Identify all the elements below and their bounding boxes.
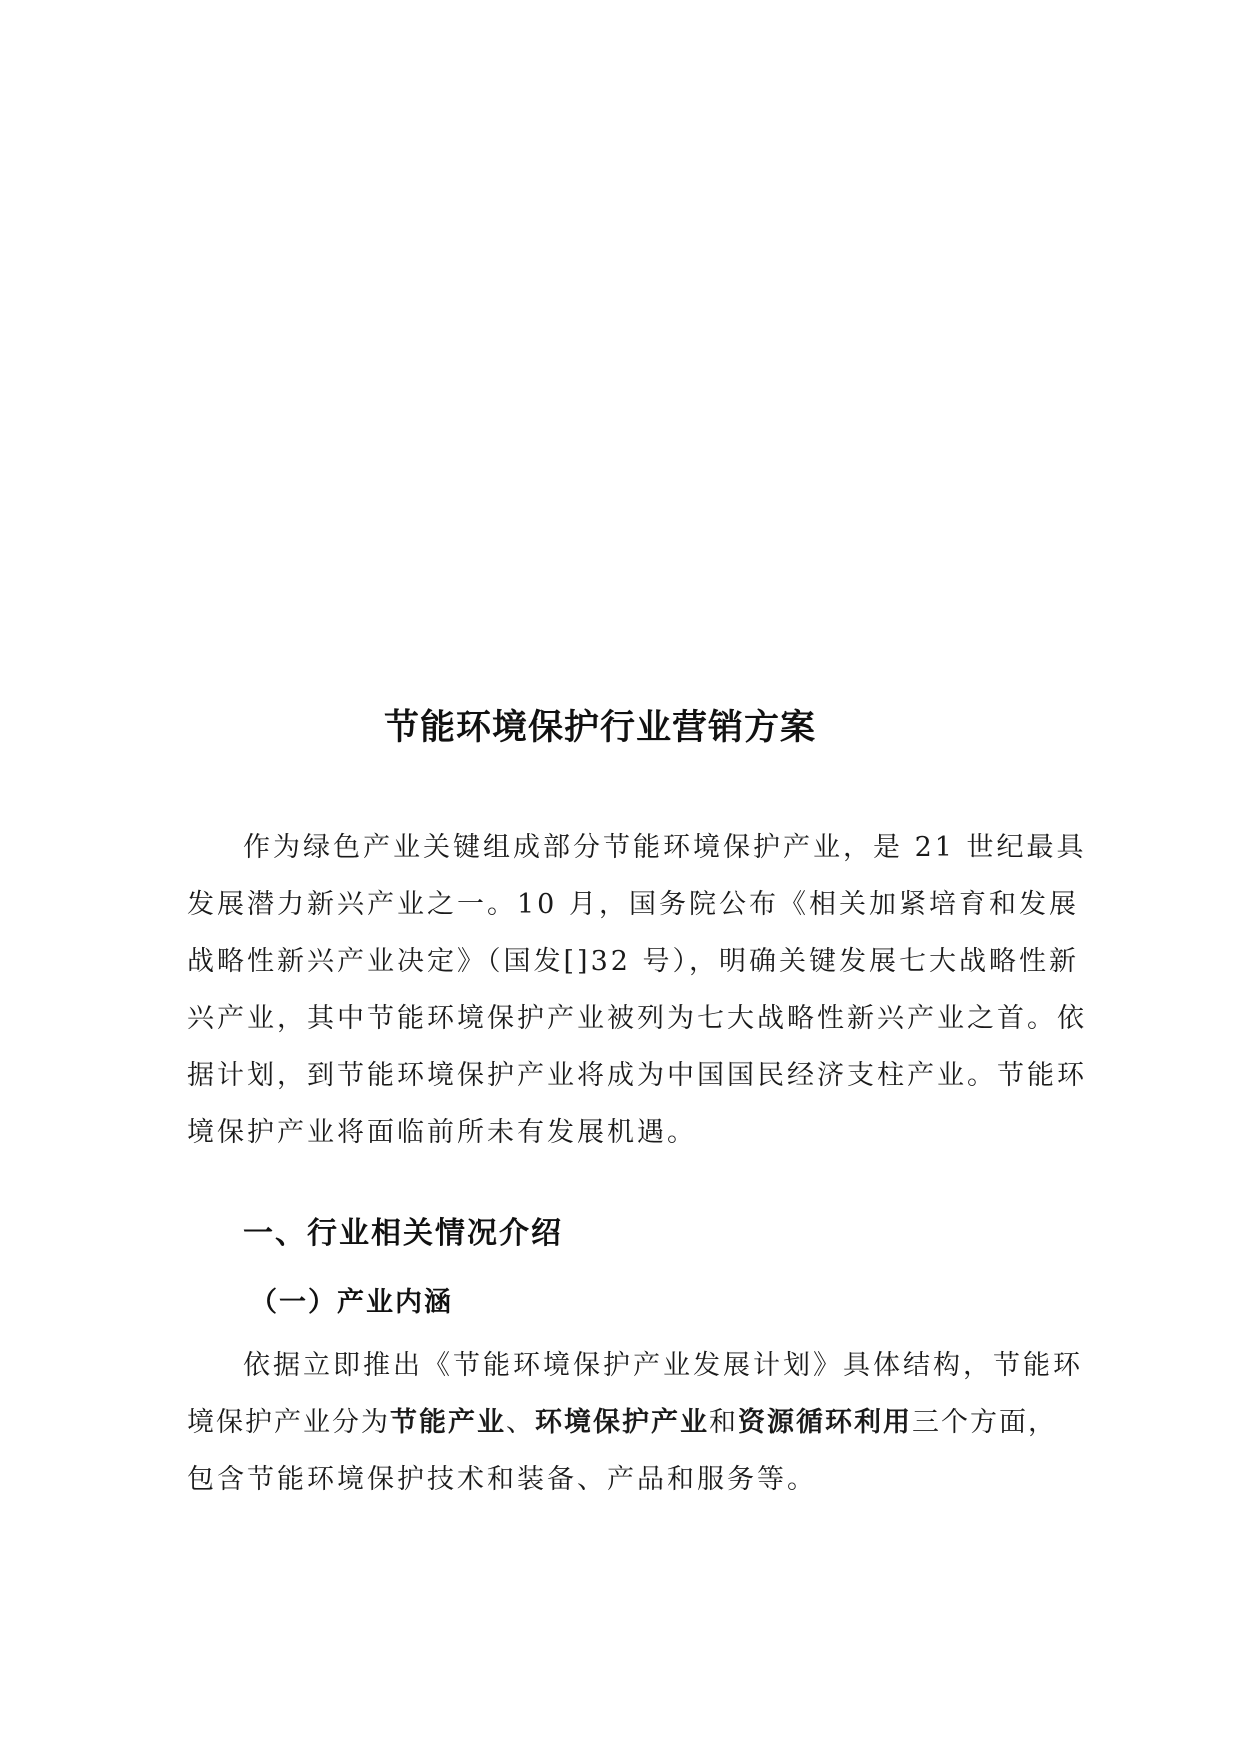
paragraph-line: 作为绿色产业关键组成部分节能环境保护产业，是 21 世纪最具	[243, 832, 1087, 863]
section-heading: 一、行业相关情况介绍	[243, 1216, 563, 1251]
text-span: 、	[506, 1407, 535, 1438]
text-span: 境保护产业分为	[187, 1407, 390, 1438]
text-span: 和	[709, 1407, 738, 1438]
bold-term: 节能产业	[390, 1407, 506, 1438]
paragraph-line: 包含节能环境保护技术和装备、产品和服务等。	[187, 1464, 817, 1495]
document-title: 节能环境保护行业营销方案	[383, 708, 816, 748]
paragraph-line-mixed	[187, 1400, 1057, 1439]
text-span: 三个方面，	[912, 1407, 1057, 1438]
bold-term: 资源循环利用	[738, 1407, 912, 1438]
paragraph-line: 兴产业，其中节能环境保护产业被列为七大战略性新兴产业之首。依	[187, 1003, 1087, 1034]
paragraph-line: 战略性新兴产业决定》（国发[]32 号），明确关键发展七大战略性新	[187, 946, 1080, 977]
paragraph-line: 境保护产业将面临前所未有发展机遇。	[187, 1117, 697, 1148]
paragraph-line: 发展潜力新兴产业之一。10 月，国务院公布《相关加紧培育和发展	[187, 889, 1079, 920]
bold-term: 环境保护产业	[535, 1407, 709, 1438]
paragraph-line: 依据立即推出《节能环境保护产业发展计划》具体结构，节能环	[243, 1350, 1083, 1381]
subsection-heading: （一）产业内涵	[250, 1287, 453, 1318]
paragraph-line: 据计划，到节能环境保护产业将成为中国国民经济支柱产业。节能环	[187, 1060, 1087, 1091]
